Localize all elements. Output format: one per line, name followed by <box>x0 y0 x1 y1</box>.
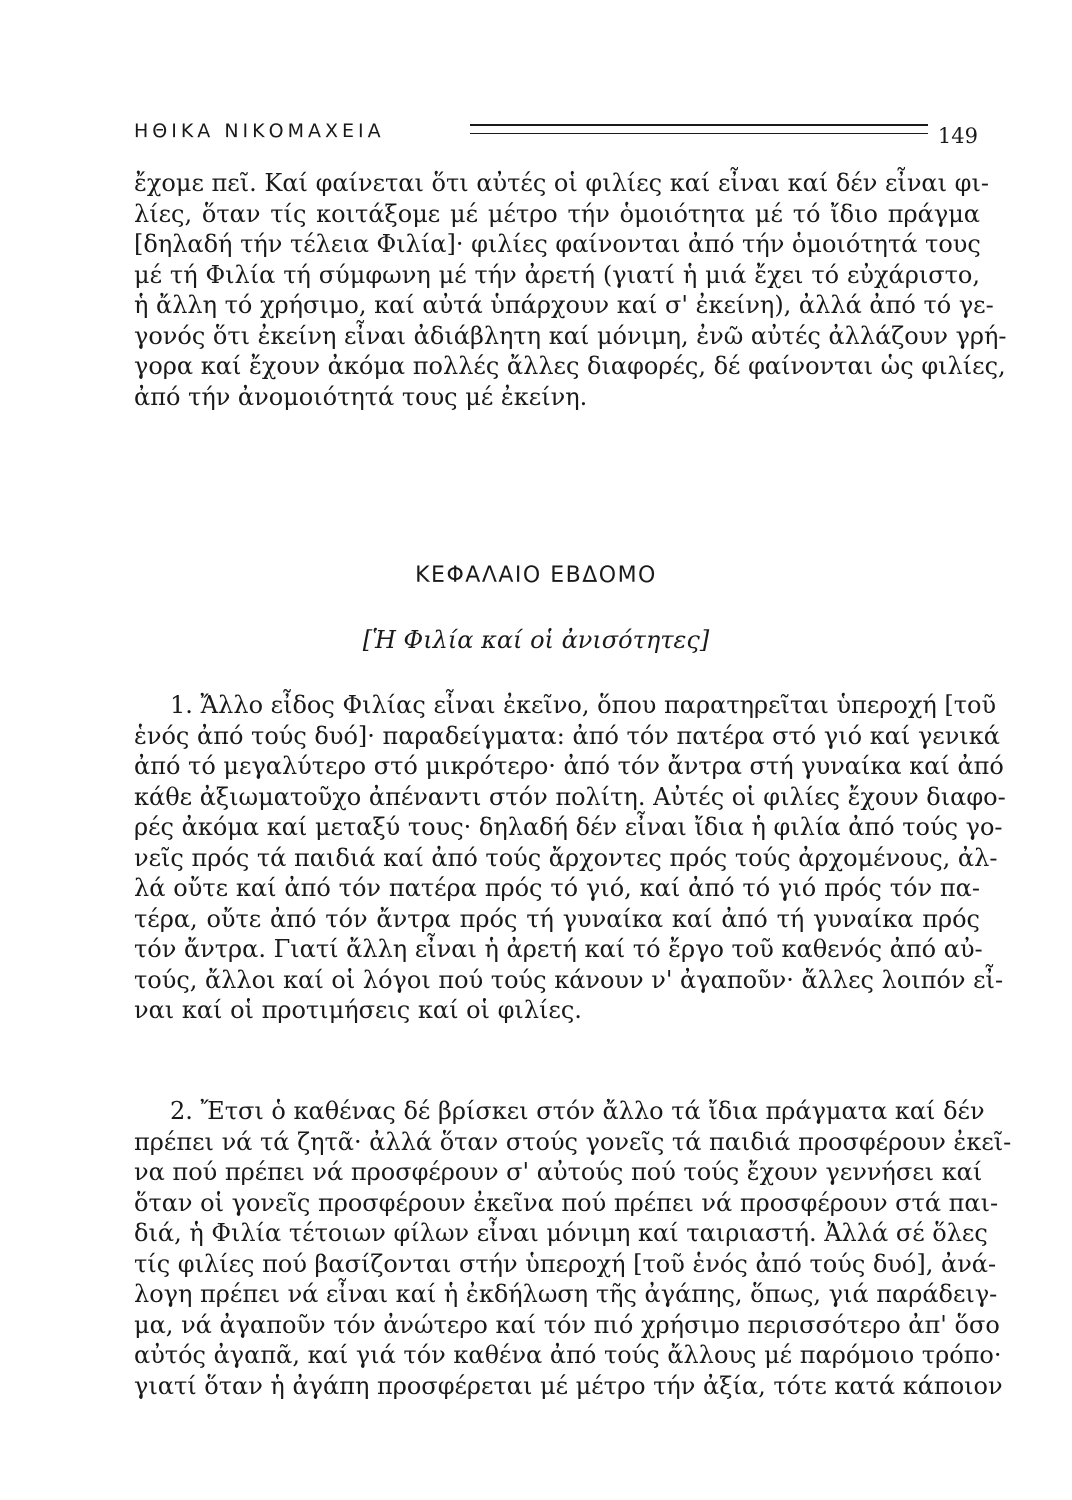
text-line: μα, νά ἀγαποῦν τόν ἀνώτερο καί τόν πιό χρήσιμο περισσότερο ἀπ' ὅσο <box>134 1310 1000 1339</box>
text-line: γονός ὅτι ἐκείνη εἶναι ἀδιάβλητη καί μόνιμη, ἐνῶ αὐτές ἀλλάζουν γρή- <box>134 321 1007 350</box>
chapter-heading: ΚΕΦΑΛΑΙΟ ΕΒΔΟΜΟ <box>415 563 657 588</box>
text-line: να πού πρέπει νά προσφέρουν σ' αὐτούς πού τούς ἔχουν γεννήσει καί <box>134 1158 983 1186</box>
header-double-rule <box>470 124 928 134</box>
text-line: τούς, ἄλλοι καί οἱ λόγοι πού τούς κάνουν ν' ἀγαποῦν· ἄλλες λοιπόν εἶ- <box>134 965 1004 994</box>
section-1-paragraph <box>134 690 1006 1026</box>
text-line: ἔχομε πεῖ. Καί φαίνεται ὅτι αὐτές οἱ φιλίες καί εἶναι καί δέν εἶναι φι- <box>134 169 989 197</box>
text-line: διά, ἡ Φιλία τέτοιων φίλων εἶναι μόνιμη καί ταιριαστή. Ἀλλά σέ ὅλες <box>134 1219 988 1247</box>
text-line: ὅταν οἱ γονεῖς προσφέρουν ἐκεῖνα πού πρέπει νά προσφέρουν στά παι- <box>134 1188 999 1217</box>
text-line: μέ τή Φιλία τή σύμφωνη μέ τήν ἀρετή (γιατί ἡ μιά ἔχει τό εὐχάριστο, <box>134 260 980 289</box>
text-line: ἀπό τήν ἀνομοιότητά τους μέ ἐκείνη. <box>134 382 588 411</box>
text-line: λογη πρέπει νά εἶναι καί ἡ ἐκδήλωση τῆς ἀγάπης, ὅπως, γιά παράδειγ- <box>134 1280 998 1308</box>
text-line: ἑνός ἀπό τούς δυό]· παραδείγματα: ἀπό τόν πατέρα στό γιό καί γενικά <box>134 721 1000 750</box>
section-2-paragraph <box>134 1096 1012 1401</box>
intro-paragraph <box>134 168 1007 412</box>
running-title: ΗΘΙΚΑ ΝΙΚΟΜΑΧΕΙΑ <box>134 120 385 142</box>
text-line: τίς φιλίες πού βασίζονται στήν ὑπεροχή [τοῦ ἑνός ἀπό τούς δυό], ἀνά- <box>134 1249 997 1278</box>
text-line: 1. Ἄλλο εἶδος Φιλίας εἶναι ἐκεῖνο, ὅπου παρατηρεῖται ὑπεροχή [τοῦ <box>170 691 997 719</box>
text-line: λίες, ὅταν τίς κοιτάξομε μέ μέτρο τήν ὁμοιότητα μέ τό ἴδιο πράγμα <box>134 199 980 228</box>
text-line: νεῖς πρός τά παιδιά καί ἀπό τούς ἄρχοντες πρός τούς ἀρχομένους, ἀλ- <box>134 843 998 872</box>
text-line: γορα καί ἔχουν ἀκόμα πολλές ἄλλες διαφορές, δέ φαίνονται ὡς φιλίες, <box>134 352 1006 380</box>
text-line: τόν ἄντρα. Γιατί ἄλλη εἶναι ἡ ἀρετή καί τό ἔργο τοῦ καθενός ἀπό αὐ- <box>134 935 983 963</box>
chapter-subtitle: [Ἡ Φιλία καί οἱ ἀνισότητες] <box>362 626 710 654</box>
text-line: ρές ἀκόμα καί μεταξύ τους· δηλαδή δέν εἶναι ἴδια ἡ φιλία ἀπό τούς γο- <box>134 813 1003 841</box>
text-line: ἀπό τό μεγαλύτερο στό μικρότερο· ἀπό τόν ἄντρα στή γυναίκα καί ἀπό <box>134 752 1004 780</box>
text-line: ἡ ἄλλη τό χρήσιμο, καί αὐτά ὑπάρχουν καί σ' ἐκείνη), ἀλλά ἀπό τό γε- <box>134 291 994 319</box>
page-number: 149 <box>937 124 978 148</box>
text-line: λά οὔτε καί ἀπό τόν πατέρα πρός τό γιό, καί ἀπό τό γιό πρός τόν πα- <box>134 874 980 902</box>
text-line: ναι καί οἱ προτιμήσεις καί οἱ φιλίες. <box>134 996 582 1024</box>
text-line: πρέπει νά τά ζητᾶ· ἀλλά ὅταν στούς γονεῖς τά παιδιά προσφέρουν ἐκεῖ- <box>134 1127 1012 1156</box>
text-line: κάθε ἀξιωματοῦχο ἀπέναντι στόν πολίτη. Αὐτές οἱ φιλίες ἔχουν διαφο- <box>134 782 1006 811</box>
text-line: αὐτός ἀγαπᾶ, καί γιά τόν καθένα ἀπό τούς ἄλλους μέ παρόμοιο τρόπο· <box>134 1341 1002 1369</box>
text-line: γιατί ὅταν ἡ ἀγάπη προσφέρεται μέ μέτρο τήν ἀξία, τότε κατά κάποιον <box>134 1371 1003 1400</box>
text-line: τέρα, οὔτε ἀπό τόν ἄντρα πρός τή γυναίκα καί ἀπό τή γυναίκα πρός <box>134 904 980 933</box>
text-line: [δηλαδή τήν τέλεια Φιλία]· φιλίες φαίνονται ἀπό τήν ὁμοιότητά τους <box>134 230 981 258</box>
text-line: 2. Ἔτσι ὁ καθένας δέ βρίσκει στόν ἄλλο τά ἴδια πράγματα καί δέν <box>170 1097 985 1125</box>
running-header <box>134 118 982 154</box>
